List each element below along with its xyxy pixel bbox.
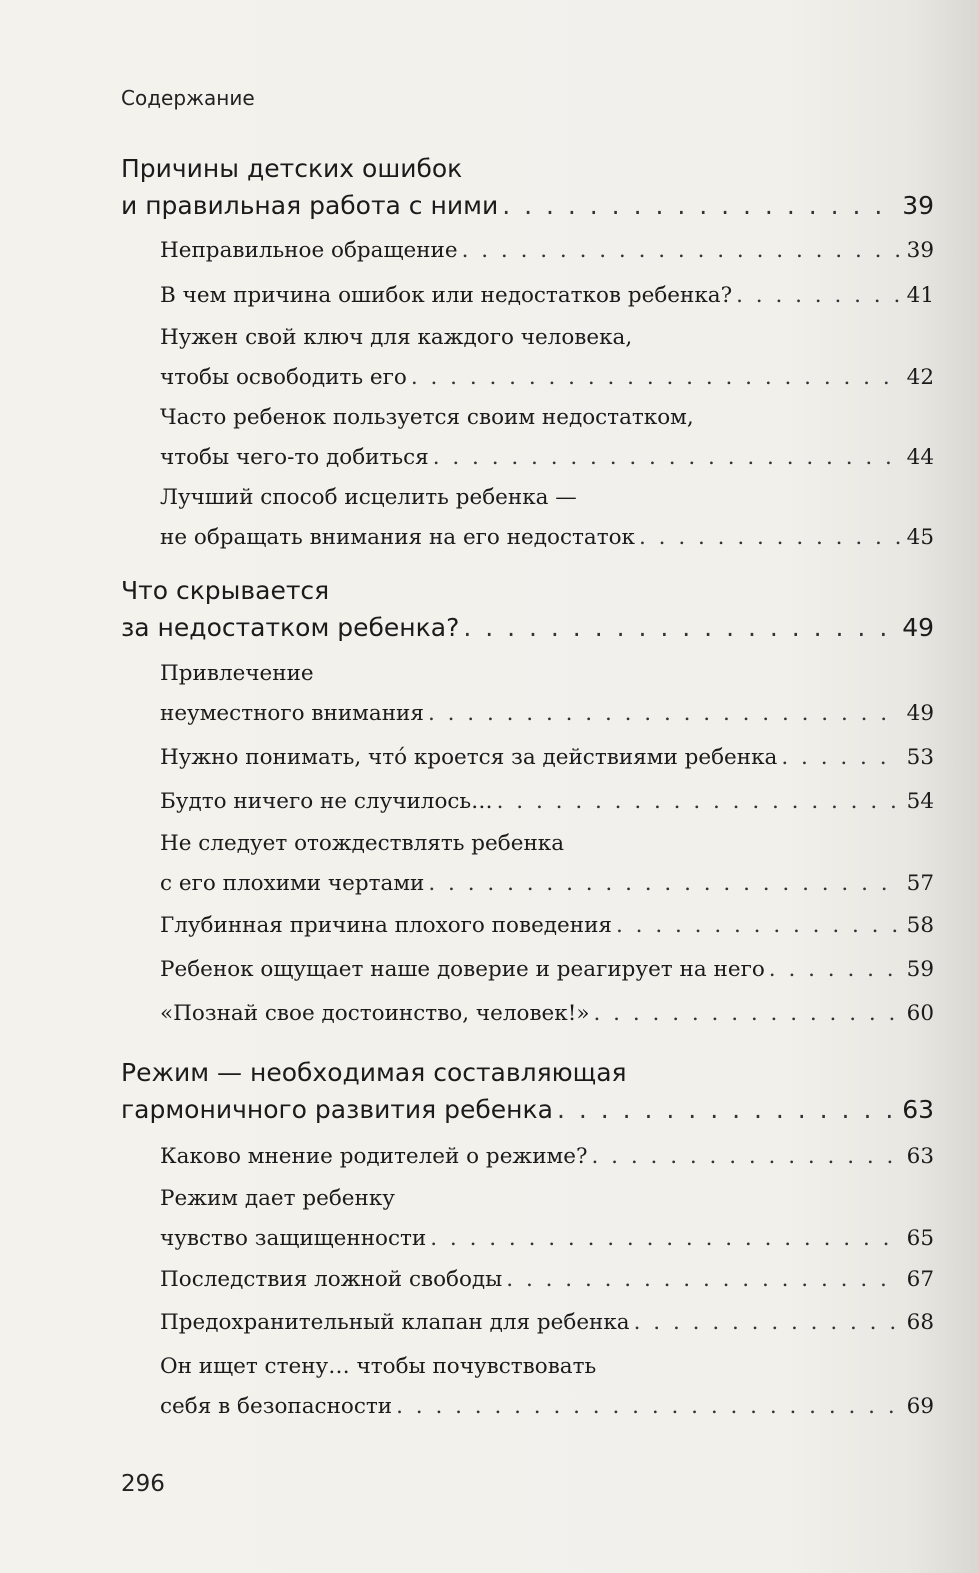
toc-section-entry xyxy=(121,1054,934,1128)
toc-page-number: 41 xyxy=(906,283,934,308)
dot-leader xyxy=(634,1303,901,1343)
toc-subsection-entry xyxy=(160,994,934,1034)
dot-leader xyxy=(769,950,901,990)
dot-leader xyxy=(781,738,900,778)
toc-page-number: 44 xyxy=(906,445,934,470)
toc-subsection-entry xyxy=(160,1347,934,1427)
toc-entry-row xyxy=(160,1137,934,1177)
toc-page-number: 53 xyxy=(906,745,934,770)
toc-subsection-entry xyxy=(160,1179,934,1259)
dot-leader xyxy=(430,1219,900,1259)
toc-entry-title-line: В чем причина ошибок или недостатков ребенка? xyxy=(160,283,733,308)
toc-subsection-entry xyxy=(160,398,934,478)
toc-entry-row xyxy=(160,1219,934,1259)
toc-page-number: 45 xyxy=(906,525,934,550)
toc-entry-title-line: Часто ребенок пользуется своим недостатком, xyxy=(160,405,694,430)
toc-entry-title-line: Привлечение xyxy=(160,661,314,686)
toc-entry-title-line: Нужен свой ключ для каждого человека, xyxy=(160,325,633,350)
toc-subsection-entry xyxy=(160,276,934,316)
dot-leader xyxy=(433,438,901,478)
toc-entry-title-line: гармоничного развития ребенка xyxy=(121,1095,553,1124)
toc-entry-row xyxy=(160,438,934,478)
toc-entry-title-line: неуместного внимания xyxy=(160,701,424,726)
toc-entry-row xyxy=(121,1091,934,1128)
toc-page-number: 49 xyxy=(906,701,934,726)
toc-entry-row xyxy=(160,1387,934,1427)
toc-entry-row xyxy=(160,231,934,271)
toc-subsection-entry xyxy=(160,1303,934,1343)
toc-entry-row xyxy=(160,950,934,990)
toc-entry-title-line: чтобы освободить его xyxy=(160,365,407,390)
dot-leader xyxy=(594,994,901,1034)
toc-entry-title-line: Будто ничего не случилось… xyxy=(160,789,493,814)
toc-entry-row xyxy=(160,864,934,904)
dot-leader xyxy=(506,1260,900,1300)
toc-page-number: 59 xyxy=(906,957,934,982)
toc-entry-row xyxy=(160,694,934,734)
toc-entry-row xyxy=(121,609,934,646)
toc-subsection-entry xyxy=(160,906,934,946)
toc-entry-row xyxy=(160,782,934,822)
toc-subsection-entry xyxy=(160,824,934,904)
toc-page-number: 49 xyxy=(902,613,934,642)
toc-page-number: 42 xyxy=(906,365,934,390)
toc-entry-row xyxy=(160,518,934,558)
toc-entry-title-line: Он ищет стену… чтобы почувствовать xyxy=(160,1354,597,1379)
toc-page-number: 58 xyxy=(906,913,934,938)
toc-subsection-entry xyxy=(160,782,934,822)
toc-entry-title-line: Что скрывается xyxy=(121,576,330,605)
toc-entry-title-line: себя в безопасности xyxy=(160,1394,393,1419)
toc-entry-row xyxy=(160,994,934,1034)
toc-entry-title-line: Каково мнение родителей о режиме? xyxy=(160,1144,588,1169)
toc-entry-title-line: Неправильное обращение xyxy=(160,238,458,263)
dot-leader xyxy=(639,518,901,558)
toc-entry-title-line: Ребенок ощущает наше доверие и реагирует на него xyxy=(160,957,765,982)
toc-entry-row xyxy=(160,1303,934,1343)
running-header: Содержание xyxy=(121,86,255,110)
toc-entry-title-line: Не следует отождествлять ребенка xyxy=(160,831,565,856)
toc-page-number: 60 xyxy=(906,1001,934,1026)
toc-subsection-entry xyxy=(160,478,934,558)
toc-section-entry xyxy=(121,572,934,646)
dot-leader xyxy=(502,187,896,224)
toc-page-number: 54 xyxy=(906,789,934,814)
toc-entry-title-line: за недостатком ребенка? xyxy=(121,613,460,642)
dot-leader xyxy=(557,1091,896,1128)
dot-leader xyxy=(616,906,901,946)
toc-subsection-entry xyxy=(160,654,934,734)
toc-entry-title-line: Режим — необходимая составляющая xyxy=(121,1058,627,1087)
toc-entry-title-line: не обращать внимания на его недостаток xyxy=(160,525,635,550)
toc-entry-title-line: Нужно понимать, чтó кроется за действиями ребенка xyxy=(160,745,778,770)
page-number: 296 xyxy=(121,1471,165,1497)
toc-page-number: 67 xyxy=(906,1267,934,1292)
toc-page-number: 39 xyxy=(906,238,934,263)
toc-entry-title-line: с его плохими чертами xyxy=(160,871,425,896)
toc-entry-title-line: Лучший способ исцелить ребенка — xyxy=(160,485,577,510)
toc-entry-title-line: Предохранительный клапан для ребенка xyxy=(160,1310,630,1335)
toc-section-entry xyxy=(121,150,934,224)
toc-entry-row xyxy=(160,276,934,316)
dot-leader xyxy=(497,782,901,822)
toc-subsection-entry xyxy=(160,318,934,398)
dot-leader xyxy=(396,1387,901,1427)
toc-entry-title-line: Глубинная причина плохого поведения xyxy=(160,913,612,938)
toc-entry-title-line: чтобы чего-то добиться xyxy=(160,445,429,470)
toc-entry-title-line: Последствия ложной свободы xyxy=(160,1267,503,1292)
dot-leader xyxy=(592,1137,901,1177)
toc-entry-row xyxy=(160,1260,934,1300)
toc-page-number: 68 xyxy=(906,1310,934,1335)
dot-leader xyxy=(736,276,901,316)
toc-subsection-entry xyxy=(160,1260,934,1300)
dot-leader xyxy=(463,609,896,646)
toc-entry-title-line: и правильная работа с ними xyxy=(121,191,499,220)
toc-entry-row xyxy=(160,738,934,778)
toc-entry-row xyxy=(160,358,934,398)
toc-entry-title-line: Режим дает ребенку xyxy=(160,1186,395,1211)
dot-leader xyxy=(428,694,901,734)
dot-leader xyxy=(462,231,901,271)
toc-subsection-entry xyxy=(160,950,934,990)
toc-page-number: 65 xyxy=(906,1226,934,1251)
toc-entry-row xyxy=(121,187,934,224)
toc-subsection-entry xyxy=(160,1137,934,1177)
toc-entry-title-line: чувство защищенности xyxy=(160,1226,427,1251)
dot-leader xyxy=(428,864,900,904)
toc-page-number: 39 xyxy=(902,191,934,220)
toc-entry-title-line: Причины детских ошибок xyxy=(121,154,463,183)
toc-entry-title-line: «Познай свое достоинство, человек!» xyxy=(160,1001,590,1026)
toc-page-number: 57 xyxy=(906,871,934,896)
toc-subsection-entry xyxy=(160,231,934,271)
toc-page-number: 63 xyxy=(902,1095,934,1124)
toc-entry-row xyxy=(160,906,934,946)
dot-leader xyxy=(411,358,901,398)
toc-page-number: 69 xyxy=(906,1394,934,1419)
toc-subsection-entry xyxy=(160,738,934,778)
toc-page-number: 63 xyxy=(906,1144,934,1169)
